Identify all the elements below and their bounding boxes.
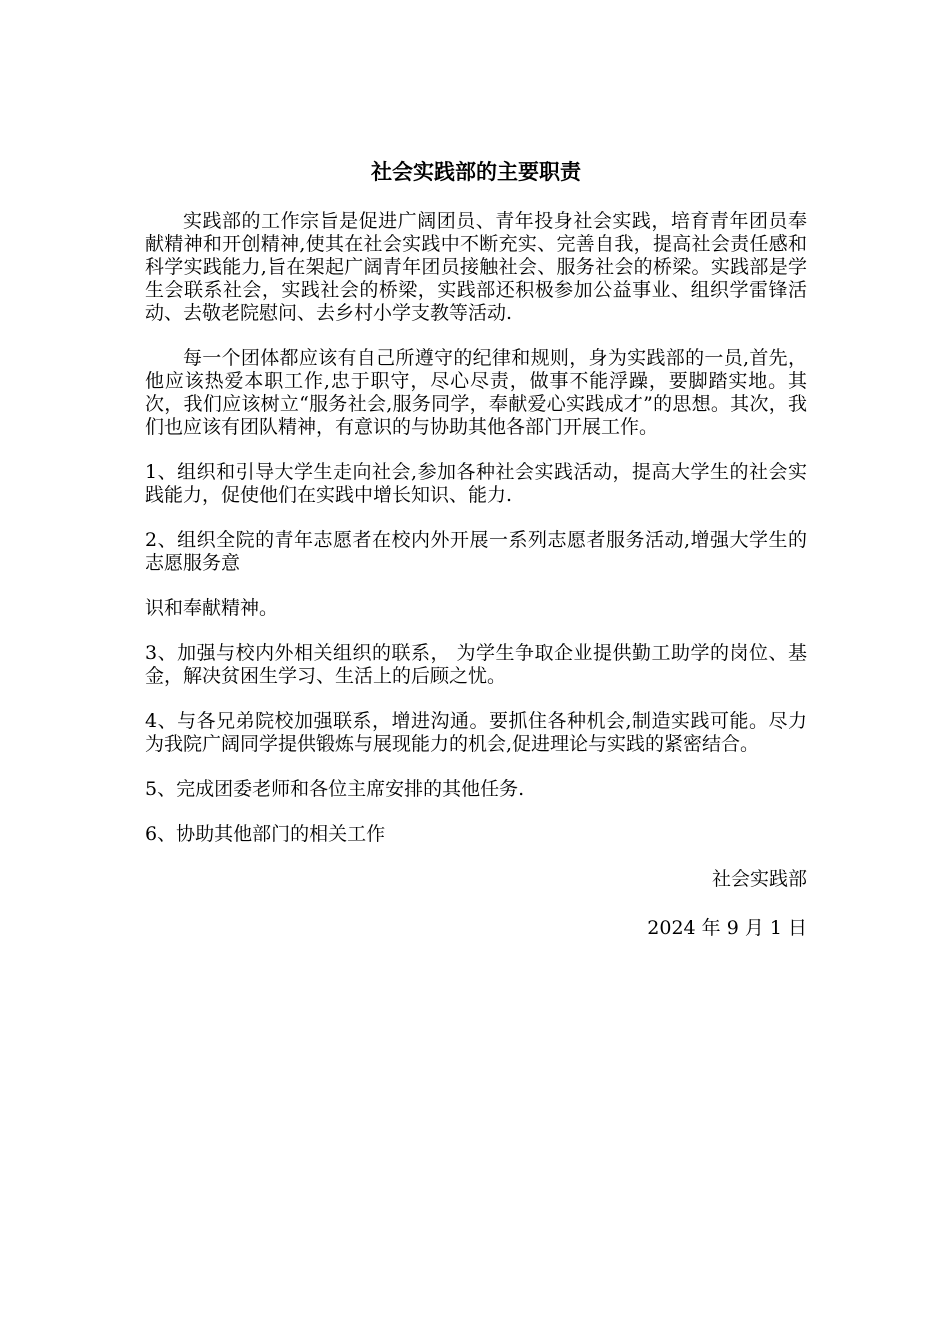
signature-department: 社会实践部 — [711, 868, 807, 890]
duty-item-6: 6、协助其他部门的相关工作 — [145, 823, 386, 845]
document-body — [145, 156, 807, 940]
duty-item-4: 4、与各兄弟院校加强联系，增进沟通。要抓住各种机会,制造实践可能。尽力为我院广阔同学提供锻炼与展现能力的机会,促进理论与实践的紧密结合。 — [145, 710, 807, 755]
duty-item-3: 3、加强与校内外相关组织的联系， 为学生争取企业提供勤工助学的岗位、基金，解决贫困生学习、生活上的后顾之忧。 — [145, 642, 807, 687]
signature-date: 2024 年 9 月 1 日 — [647, 917, 807, 939]
intro-paragraph-2: 每一个团体都应该有自己所遵守的纪律和规则，身为实践部的一员,首先，他应该热爱本职工作,忠于职守，尽心尽责，做事不能浮躁，要脚踏实地。其次，我们应该树立“服务社会,服务同学，奉献爱心实践成才”的思想。其次，我们也应该有团队精神，有意识的与协助其他各部门开展工作。 — [145, 347, 807, 438]
duty-item-1: 1、组织和引导大学生走向社会,参加各种社会实践活动，提高大学生的社会实践能力，促使他们在实践中增长知识、能力. — [145, 461, 807, 506]
duty-item-2-continuation: 识和奉献精神。 — [145, 597, 279, 619]
intro-paragraph-1: 实践部的工作宗旨是促进广阔团员、青年投身社会实践，培育青年团员奉献精神和开创精神,使其在社会实践中不断充实、完善自我，提高社会责任感和科学实践能力,旨在架起广阔青年团员接触社会、服务社会的桥梁。实践部是学生会联系社会，实践社会的桥梁，实践部还积极参加公益事业、组织学雷锋活动、去敬老院慰问、去乡村小学支教等活动. — [145, 210, 807, 324]
document-title: 社会实践部的主要职责 — [371, 160, 581, 184]
duty-item-5: 5、完成团委老师和各位主席安排的其他任务. — [145, 778, 525, 800]
duty-item-2: 2、组织全院的青年志愿者在校内外开展一系列志愿者服务活动,增强大学生的志愿服务意 — [145, 529, 807, 574]
